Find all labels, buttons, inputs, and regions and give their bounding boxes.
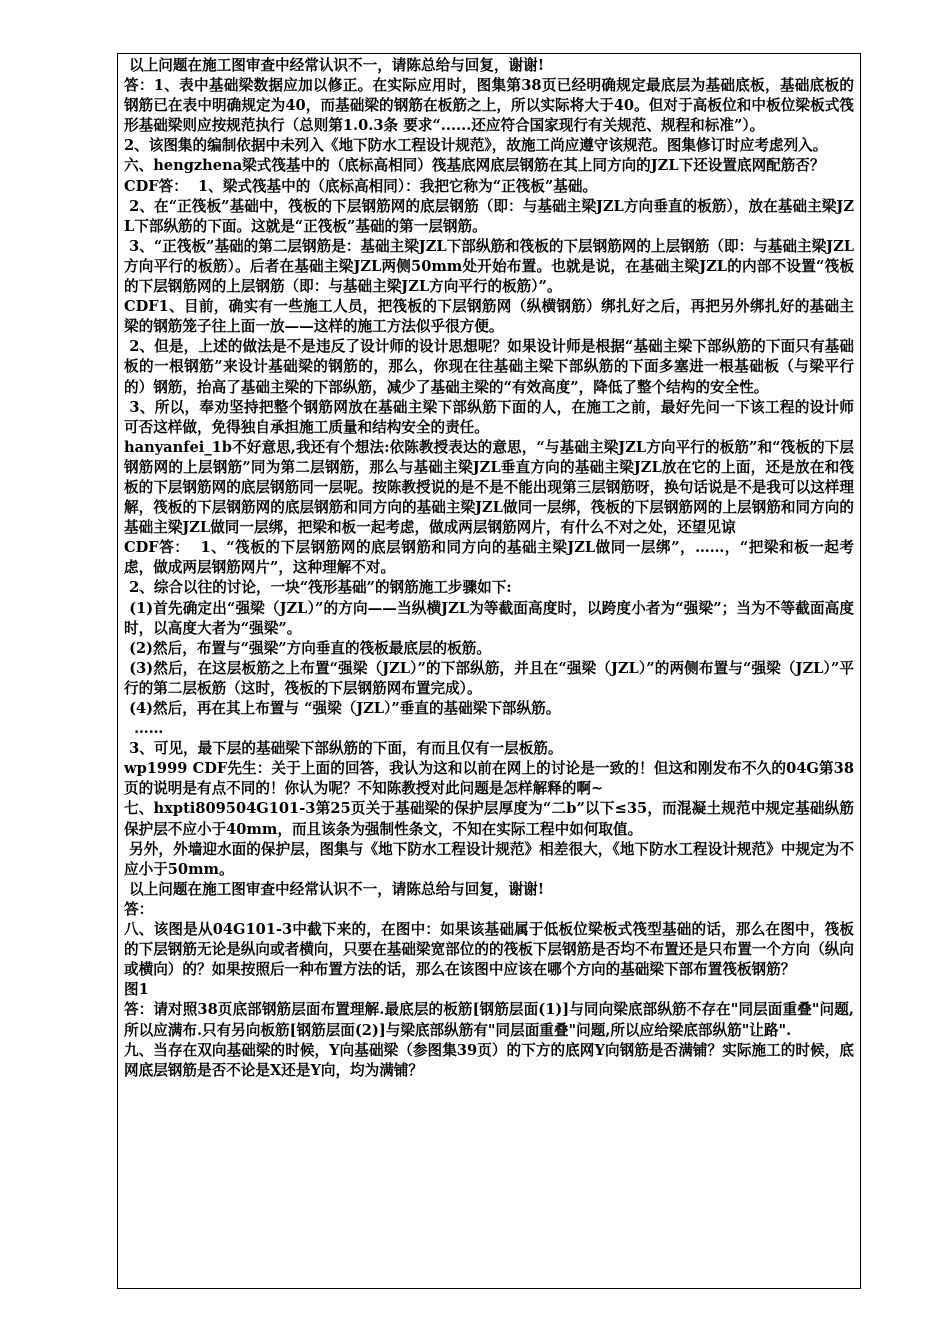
paragraph-23: 以上问题在施工图审查中经常认识不一，请陈总给与回复，谢谢!: [124, 880, 545, 898]
paragraph-26: 图1: [124, 981, 149, 999]
paragraph-20: wp1999 CDF先生：关于上面的回答，我认为这和以前在网上的讨论是一致的！但这和刚发布不久的04G第38页的说明是有点不同的！你认为呢？不知陈教授对此问题是怎样解释的啊~: [124, 760, 854, 798]
paragraph-15: (2)然后，布置与“强梁”方向垂直的筏板最底层的板筋。: [124, 639, 491, 657]
paragraph-14: (1)首先确定出“强梁（JZL）”的方向——当纵横JZL为等截面高度时，以跨度小者为“强梁”；当为不等截面高度时，以高度大者为“强梁”。: [124, 599, 854, 637]
paragraph-11: hanyanfei_1b不好意思,我还有个想法:依陈教授表达的意思，“与基础主梁JZL方向平行的板筋”和“筏板的下层钢筋网的上层钢筋”同为第二层钢筋，那么与基础主梁JZL垂直方向的基础主梁JZL放在它的上面，还是放在和筏板的下层钢筋网的底层钢筋同一层呢。按陈教授说的是不是不能出现第三层钢筋呀，换句话说是不是我可以这样理解，筏板的下层钢筋网的底层钢筋和同方向的基础主梁JZL做同一层绑，筏板的下层钢筋网的上层钢筋和同方向的基础主梁JZL做同一层绑，把梁和板一起考虑，做成两层钢筋网片，有什么不对之处，还望见谅: [124, 438, 854, 537]
paragraph-25: 八、该图是从04G101-3中截下来的，在图中：如果该基础属于低板位梁板式筏型基础的话，那么在图中，筏板的下层钢筋无论是纵向或者横向，只要在基础梁宽部位的的筏板下层钢筋是否均不布置还是只布置一个方向（纵向或横向）的？如果按照后一种布置方法的话，那么在该图中应该在哪个方向的基础梁下部布置筏板钢筋？: [124, 921, 854, 979]
paragraph-7: 3、“正筏板”基础的第二层钢筋是：基础主梁JZL下部纵筋和筏板的下层钢筋网的上层钢筋（即：与基础主梁JZL方向平行的板筋）。后者在基础主梁JZL两侧50mm处开始布置。也就是说，在基础主梁JZL的内部不设置“筏板的下层钢筋网的上层钢筋（即：与基础主梁JZL方向平行的板筋）”。: [124, 237, 854, 296]
paragraph-12: CDF答： 1、“筏板的下层钢筋网的底层钢筋和同方向的基础主梁JZL做同一层绑”，……，“把梁和板一起考虑，做成两层钢筋网片”，这种理解不对。: [124, 539, 854, 577]
paragraph-4: 六、hengzhena梁式筏基中的（底标高相同）筏基底网底层钢筋在其上同方向的JZL下还设置底网配筋否？: [124, 157, 825, 175]
paragraph-1: 以上问题在施工图审查中经常认识不一，请陈总给与回复，谢谢!: [124, 57, 545, 74]
paragraph-22: 另外，外墙迎水面的保护层，图集与《地下防水工程设计规范》相差很大，《地下防水工程设计规范》中规定为不应小于50mm。: [124, 840, 854, 878]
paragraph-10: 3、所以，奉劝坚持把整个钢筋网放在基础主梁下部纵筋下面的人，在施工之前，最好先问一下该工程的设计师可否这样做，免得独自承担施工质量和结构安全的责任。: [124, 398, 854, 436]
paragraph-13: 2、综合以往的讨论，一块“筏形基础”的钢筋施工步骤如下:: [124, 579, 512, 597]
text-frame: [117, 53, 861, 1289]
paragraph-21: 七、hxpti809504G101-3第25页关于基础梁的保护层厚度为“二b”以下≤35，而混凝土规范中规定基础纵筋保护层不应小于40mm，而且该条为强制性条文，不知在实际工程中如何取值。: [124, 800, 854, 838]
paragraph-24: 答：: [124, 900, 154, 918]
paragraph-2: 答：1、表中基础梁数据应加以修正。在实际应用时，图集第38页已经明确规定最底层为基础底板，基础底板的钢筋已在表中明确规定为40，而基础梁的钢筋在板筋之上，所以实际将大于40。但对于高板位和中板位梁板式筏形基础梁则应按规范执行（总则第1.0.3条 要求“......还应符合国家现行有关规范、规程和标准”）。: [124, 77, 854, 135]
paragraph-3: 2、该图集的编制依据中未列入《地下防水工程设计规范》，故施工尚应遵守该规范。图集修订时应考虑列入。: [124, 137, 828, 155]
paragraph-5: CDF答： 1、梁式筏基中的（底标高相同）：我把它称为“正筏板”基础。: [124, 177, 598, 195]
paragraph-16: (3)然后，在这层板筋之上布置“强梁（JZL）”的下部纵筋，并且在“强梁（JZL）”的两侧布置与“强梁（JZL）”平行的第二层板筋（这时，筏板的下层钢筋网布置完成）。: [124, 659, 854, 697]
paragraph-28: 九、当存在双向基础梁的时候，Y向基础梁（参图集39页）的下方的底网Y向钢筋是否满铺？实际施工的时候，底网底层钢筋是否不论是X还是Y向，均为满铺？: [124, 1041, 854, 1079]
paragraph-17: (4)然后，再在其上布置与 “强梁（JZL）”垂直的基础梁下部纵筋。: [124, 700, 561, 717]
paragraph-9: 2、但是，上述的做法是不是违反了设计师的设计思想呢？如果设计师是根据“基础主梁下部纵筋的下面只有基础板的一根钢筋”来设计基础梁的钢筋的，那么，你现在往基础主梁下部纵筋的下面多塞进一根基础板（与梁平行的）钢筋，抬高了基础主梁的下部纵筋，减少了基础主梁的“有效高度”，降低了整个结构的安全性。: [124, 338, 854, 396]
paragraph-19: 3、可见，最下层的基础梁下部纵筋的下面，有而且仅有一层板筋。: [124, 740, 563, 758]
paragraph-8: CDF1、目前，确实有一些施工人员，把筏板的下层钢筋网（纵横钢筋）绑扎好之后，再把另外绑扎好的基础主梁的钢筋笼子往上面一放——这样的施工方法似乎很方便。: [124, 298, 854, 336]
paragraph-18: ……: [124, 720, 164, 738]
paragraph-27: 答：请对照38页底部钢筋层面布置理解.最底层的板筋[钢筋层面(1)]与同向梁底部纵筋不存在"同层面重叠"问题,所以应满布.只有另向板筋[钢筋层面(2)]与梁底部纵筋有"同层面重叠"问题,所以应给梁底部纵筋"让路".: [124, 1001, 854, 1039]
paragraph-6: 2、在“正筏板”基础中，筏板的下层钢筋网的底层钢筋（即：与基础主梁JZL方向垂直的板筋），放在基础主梁JZL下部纵筋的下面。这就是“正筏板”基础的第一层钢筋。: [124, 197, 854, 235]
